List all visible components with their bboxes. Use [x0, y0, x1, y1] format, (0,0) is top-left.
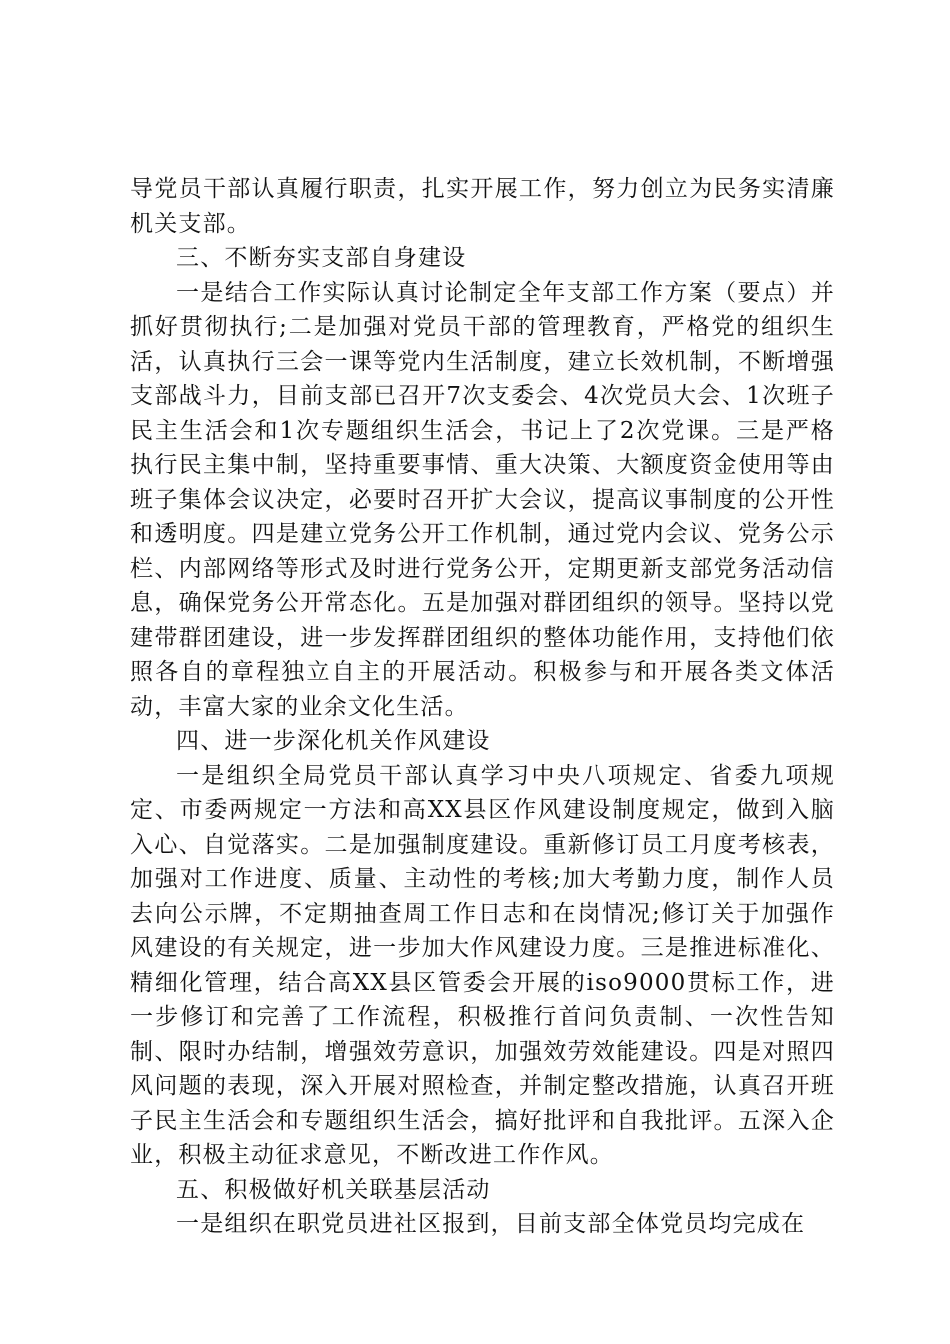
paragraph-section-4: 一是组织全局党员干部认真学习中央八项规定、省委九项规定、市委两规定一方法和高XX县区作风建设制度规定，做到入脑入心、自觉落实。二是加强制度建设。重新修订员工月度考核表，加强对工作进度、质量、主动性的考核;加大考勤力度，制作人员去向公示牌，不定期抽查周工作日志和在岗情况;修订关于加强作风建设的有关规定，进一步加大作风建设力度。三是推进标准化、精细化管理，结合高XX县区管委会开展的iso9000贯标工作，进一步修订和完善了工作流程，积极推行首问负责制、一次性告知制、限时办结制，增强效劳意识，加强效劳效能建设。四是对照四风问题的表现，深入开展对照检查，并制定整改措施，认真召开班子民主生活会和专题组织生活会，搞好批评和自我批评。五深入企业，积极主动征求意见，不断改进工作作风。	[130, 762, 835, 1168]
section-heading-5: 五、积极做好机关联基层活动	[176, 1176, 491, 1203]
document-body	[130, 172, 835, 1242]
section-heading-3: 三、不断夯实支部自身建设	[176, 245, 467, 271]
paragraph-section-3: 一是结合工作实际认真讨论制定全年支部工作方案（要点）并抓好贯彻执行;二是加强对党员干部的管理教育，严格党的组织生活，认真执行三会一课等党内生活制度，建立长效机制，不断增强支部战斗力，目前支部已召开7次支委会、4次党员大会、1次班子民主生活会和1次专题组织生活会，书记上了2次党课。三是严格执行民主集中制，坚持重要事情、重大决策、大额度资金使用等由班子集体会议决定，必要时召开扩大会议，提高议事制度的公开性和透明度。四是建立党务公开工作机制，通过党内会议、党务公示栏、内部网络等形式及时进行党务公开，定期更新支部党务活动信息，确保党务公开常态化。五是加强对群团组织的领导。坚持以党建带群团建设，进一步发挥群团组织的整体功能作用，支持他们依照各自的章程独立自主的开展活动。积极参与和开展各类文体活动，丰富大家的业余文化生活。	[130, 279, 835, 720]
paragraph-continuation: 导党员干部认真履行职责，扎实开展工作，努力创立为民务实清廉机关支部。	[130, 176, 835, 237]
section-heading-4: 四、进一步深化机关作风建设	[176, 728, 491, 754]
paragraph-section-5: 一是组织在职党员进社区报到，目前支部全体党员均完成在	[176, 1211, 806, 1237]
